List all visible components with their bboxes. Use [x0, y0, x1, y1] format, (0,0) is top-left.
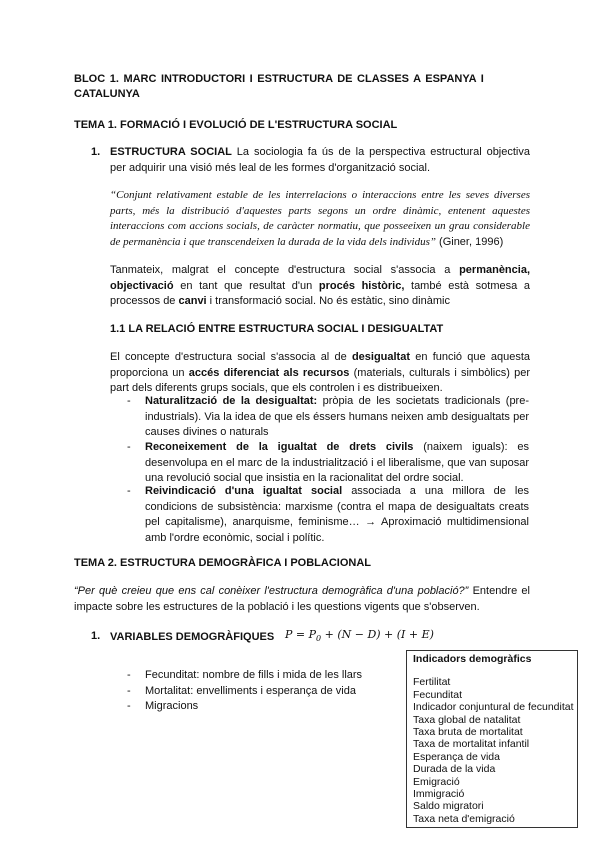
bullet-bold: Reconeixement de la igualtat de drets civils	[145, 441, 414, 453]
bloc-heading	[74, 72, 530, 102]
list-item	[127, 440, 529, 487]
tema1-title: TEMA 1. FORMACIÓ I EVOLUCIÓ DE L'ESTRUCTURA SOCIAL	[74, 119, 398, 131]
p2-text-3: també està sotmesa a processos de	[110, 279, 530, 307]
bullet-text: Fecunditat: nombre de fills i mida de les llars	[145, 669, 363, 681]
sec11-text-3: (materials, culturals i simbòlics) per part dels diferents grups socials, que els controlen i es distribueixen.	[110, 366, 530, 394]
sec1-term: ESTRUCTURA SOCIAL	[110, 146, 232, 158]
bullet-text: Migracions	[145, 700, 199, 712]
p2-bold-3: canvi	[178, 295, 207, 307]
sec11-text-1: El concepte d'estructura social s'associa al de	[110, 351, 352, 363]
bloc-heading-line2: CATALUNYA	[74, 88, 140, 100]
p2-bold-2: procés històric,	[318, 279, 405, 292]
tema2-paragraph	[74, 584, 530, 615]
p2-text-4: i transformació social. No és estàtic, sino dinàmic	[206, 295, 450, 307]
bullet-dash: -	[127, 441, 131, 453]
p2-text-2: en tant que resultat d'un	[173, 279, 319, 292]
sec1-intro	[110, 145, 530, 176]
tema2-title: TEMA 2. ESTRUCTURA DEMOGRÀFICA I POBLACIONAL	[74, 557, 371, 569]
indicator-item: Taxa global de natalitat	[413, 713, 521, 726]
tema2-question-rest: Entendre el impacte sobre les estructures de la població i les questions vigents que s'observen.	[74, 585, 530, 613]
list-item	[127, 684, 402, 700]
indicator-item: Taxa neta d'emigració	[413, 812, 515, 825]
indicator-item: Esperança de vida	[413, 750, 500, 763]
bullet-dash: -	[127, 669, 131, 681]
list-item	[127, 394, 529, 441]
bullet-text: (naixem iguals): es desenvolupa en el marc de la industrialització i el liberalisme, que van suposar una revolució social que insistia en la racionalitat del ordre social.	[145, 441, 529, 484]
sec1-quote-text: “Conjunt relativament estable de les interrelacions o interaccions entre les seves diverses parts, més la distribució d'aquestes parts segons un ordre dinàmic, entenent aquestes interaccions com accions socials, de caràcter normatiu, que posseeixen un grau considerable de permanència i que transcendeixen la durada de la vida dels individus”	[110, 189, 530, 248]
indicator-item: Taxa de mortalitat infantil	[413, 738, 530, 751]
population-formula	[285, 628, 434, 643]
sec11-paragraph	[110, 350, 530, 397]
sec1-quote	[110, 188, 530, 250]
bullet-dash: -	[127, 685, 131, 697]
sec2-number: 1.	[91, 630, 101, 642]
bullet-text: associada a una millora de les condicions de subsistència: marxisme (contra el mapa de desigualtats creats pel capitalisme), anarquisme, feminisme… → Aproximació multidimensional amb l'ordre econòmic, social i polític.	[145, 485, 529, 544]
sec2-title: VARIABLES DEMOGRÀFIQUES	[110, 631, 275, 643]
bullet-text: pròpia de les societats tradicionals (pre-industrials). Via la idea de que els éssers humans neixen amb desigualtats per causes divines o naturals	[145, 395, 530, 438]
bullet-bold: Reivindicació d'una igualtat social	[145, 485, 343, 497]
indicator-item: Fertilitat	[413, 676, 451, 689]
formula-main: P = P	[285, 628, 317, 641]
indicator-item: Emigració	[413, 775, 460, 788]
sec11-title: 1.1 LA RELACIÓ ENTRE ESTRUCTURA SOCIAL I DESIGUALTAT	[110, 323, 444, 335]
indicator-item: Taxa bruta de mortalitat	[413, 726, 523, 739]
sec11-text-2: en funció que aquesta proporciona un	[110, 351, 530, 379]
indicators-title: Indicadors demogràfics	[413, 653, 532, 665]
bullet-bold: Naturalització de la desigualtat:	[145, 395, 318, 407]
indicator-item: Durada de la vida	[413, 763, 496, 776]
tema2-question: “Per què creieu que ens cal conèixer l'estructura demogràfica d'una població?”	[74, 585, 469, 597]
sec1-paragraph2	[110, 263, 530, 310]
indicators-box	[406, 650, 578, 828]
sec1-intro-rest: La sociologia fa ús de la perspectiva estructural objectiva per adquirir una visió més leal de les formes d'organització social.	[110, 146, 530, 174]
bullet-dash: -	[127, 485, 131, 497]
list-item	[127, 699, 402, 715]
formula-rest: + (N − D) + (I + E)	[321, 628, 434, 641]
sec1-number: 1.	[91, 146, 101, 158]
indicator-item: Fecunditat	[413, 688, 463, 701]
sec1-quote-author: (Giner, 1996)	[435, 235, 504, 248]
formula-subscript: 0	[316, 634, 322, 644]
indicator-item: Saldo migratori	[413, 800, 484, 813]
list-item	[127, 668, 402, 684]
p2-bold-1: permanència, objectivació	[110, 264, 530, 292]
list-item	[127, 484, 529, 546]
indicator-item: Immigració	[413, 788, 465, 801]
bullet-text: Mortalitat: envelliments i esperança de vida	[145, 685, 356, 697]
bullet-dash: -	[127, 395, 131, 407]
sec11-bold-1: desigualtat	[351, 351, 411, 363]
p2-text-1: Tanmateix, malgrat el concepte d'estructura social s'associa a	[110, 264, 460, 276]
bloc-heading-line1: BLOC 1. MARC INTRODUCTORI I ESTRUCTURA DE CLASSES A ESPANYA I	[74, 73, 484, 85]
bullet-dash: -	[127, 700, 131, 712]
sec11-bold-2: accés diferenciat als recursos	[188, 366, 350, 379]
indicator-item: Indicador conjuntural de fecunditat	[413, 701, 574, 714]
